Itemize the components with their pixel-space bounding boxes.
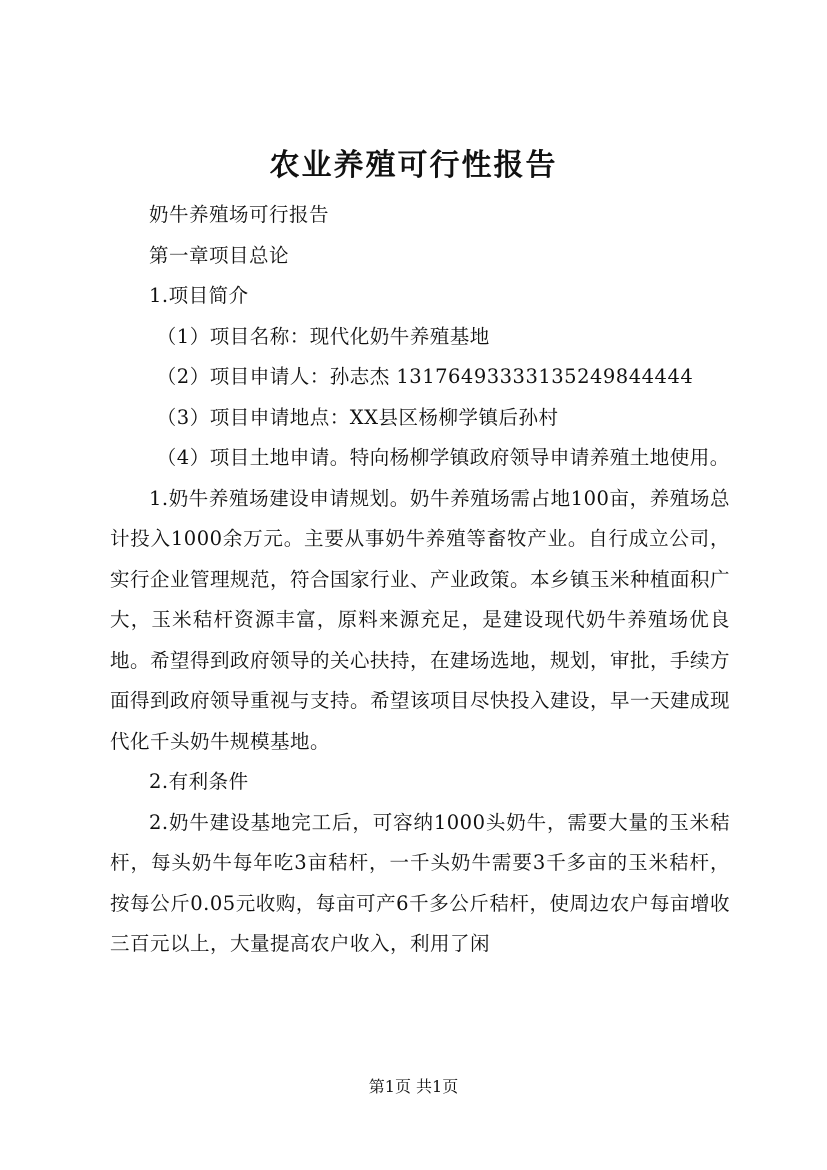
paragraph-project-name: （1）项目名称：现代化奶牛养殖基地: [156, 324, 490, 348]
document-title: 农业养殖可行性报告: [269, 148, 558, 183]
paragraph-section-heading-2: 2.有利条件: [149, 770, 249, 793]
paragraph-section-heading: 1.项目简介: [149, 284, 249, 307]
paragraph-report-name: 奶牛养殖场可行报告: [149, 203, 330, 226]
paragraph-construction-plan: 1.奶牛养殖场建设申请规划。奶牛养殖场需占地100亩，养殖场总计投入1000余万元。主要从事奶牛养殖等畜牧产业。自行成立公司，实行企业管理规范，符合国家行业、产业政策。本乡镇玉米种植面积广大，玉米秸杆资源丰富，原料来源充足，是建设现代奶牛养殖场优良地。希望得到政府领导的关心扶持，在建场选地，规划，审批，手续方面得到政府领导重视与支持。希望该项目尽快投入建设，早一天建成现代化千头奶牛规模基地。: [110, 486, 731, 753]
paragraph-advantages: 2.奶牛建设基地完工后，可容纳1000头奶牛，需要大量的玉米秸杆，每头奶牛每年吃3亩秸杆，一千头奶牛需要3千多亩的玉米秸杆，按每公斤0.05元收购，每亩可产6千多公斤秸杆，使周边农户每亩增收三百元以上，大量提高农户收入，利用了闲: [110, 810, 730, 955]
paragraph-land-application: （4）项目土地申请。特向杨柳学镇政府领导申请养殖土地使用。: [156, 446, 730, 469]
paragraph-chapter-heading: 第一章项目总论: [149, 243, 290, 267]
paragraph-project-applicant: （2）项目申请人：孙志杰 13176493333135249844444: [156, 365, 694, 388]
paragraph-project-location: （3）项目申请地点：XX县区杨柳学镇后孙村: [156, 405, 559, 429]
document-body: [110, 195, 730, 965]
page-footer: 第1页 共1页: [368, 1077, 459, 1096]
